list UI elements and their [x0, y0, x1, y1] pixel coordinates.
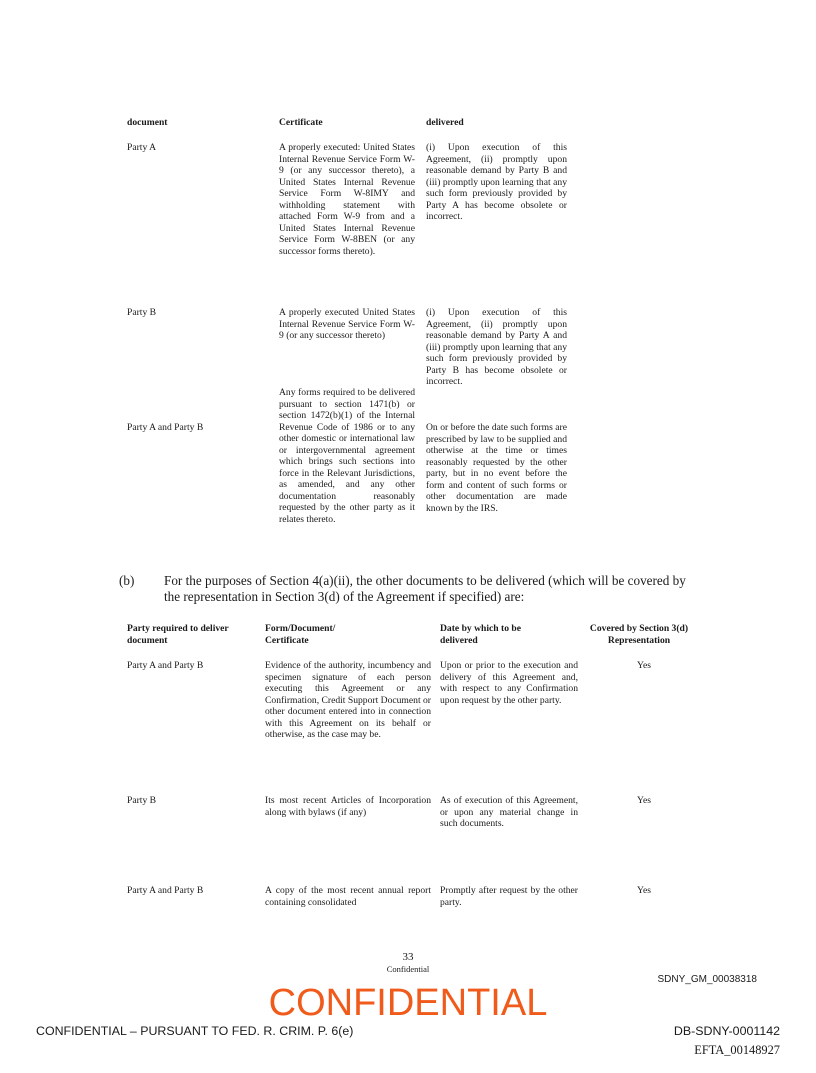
confidential-small-label: Confidential [386, 964, 430, 974]
table-a-row-party-a-date: (i) Upon execution of this Agreement, (ii) promptly upon reasonable demand by Party B and (iii) promptly upon learning that any such form previously provided by Party A has become obsolete or incorrect. [426, 142, 567, 222]
table-b-header-date: Date by which to be delivered [440, 623, 522, 646]
section-b-text: For the purposes of Section 4(a)(ii), the other documents to be delivered (which will be covered by the representation in Section 3(d) of the Agreement if specified) are: [164, 573, 686, 604]
table-b-row-authority-party: Party A and Party B [127, 660, 204, 671]
table-b-header-party: Party required to deliver document [127, 623, 229, 646]
table-b-header-form: Form/Document/ Certificate [265, 623, 336, 646]
page-number: 33 [402, 951, 414, 963]
table-a-row-both-date: On or before the date such forms are prescribed by law to be supplied and otherwise at the time or times reasonably requested by the other party, but in no event before the form and content of such forms or other documentation are made known by the IRS. [426, 422, 567, 514]
table-a-header-certificate: Certificate [279, 117, 323, 128]
table-b-row-annual-covered: Yes [637, 885, 651, 896]
confidential-stamp: CONFIDENTIAL [268, 982, 548, 1024]
table-a-header-delivered: delivered [426, 117, 464, 128]
table-b-row-articles-form: Its most recent Articles of Incorporation along with bylaws (if any) [265, 795, 431, 818]
table-a-header-document: document [127, 117, 168, 128]
table-a-row-party-a-form: A properly executed: United States Internal Revenue Service Form W-9 (or any successor thereto), a United States Internal Revenue Service Form W-8IMY and withholding statement with attached Form W-9 from and a United States Internal Revenue Service Form W-8BEN (or any successor forms thereto). [279, 142, 415, 257]
table-b-header-covered: Covered by Section 3(d) Representation [589, 623, 689, 646]
table-a-row-both-form: Any forms required to be delivered pursuant to section 1471(b) or section 1472(b)(1) of the Internal Revenue Code of 1986 or to any other domestic or international law or intergovernmental agreement which brings such sections into force in the Relevant Jurisdictions, as amended, and any other documentation reasonably requested by the other party as it relates thereto. [279, 387, 415, 525]
table-a-row-party-b-date: (i) Upon execution of this Agreement, (ii) promptly upon reasonable demand by Party A and (iii) promptly upon learning that any such form previously provided by Party B has become obsolete or incorrect. [426, 307, 567, 387]
confidential-legend: CONFIDENTIAL – PURSUANT TO FED. R. CRIM. P. 6(e) [36, 1024, 354, 1038]
table-b-row-annual-party: Party A and Party B [127, 885, 204, 896]
bates-efta: EFTA_00148927 [694, 1043, 780, 1057]
table-a-row-party-b-party: Party B [127, 307, 157, 318]
bates-sdny-gm: SDNY_GM_00038318 [657, 974, 757, 985]
table-a-row-party-b-form: A properly executed United States Internal Revenue Service Form W-9 (or any successor thereto) [279, 307, 415, 341]
table-b-row-authority-date: Upon or prior to the execution and delivery of this Agreement and, with respect to any Confirmation upon request by the other party. [440, 660, 578, 706]
table-b-row-annual-form: A copy of the most recent annual report containing consolidated [265, 885, 431, 908]
table-b-row-annual-date: Promptly after request by the other party. [440, 885, 578, 908]
table-b-row-articles-covered: Yes [637, 795, 651, 806]
table-b-row-articles-date: As of execution of this Agreement, or upon any material change in such documents. [440, 795, 578, 829]
table-b-row-authority-covered: Yes [637, 660, 651, 671]
section-b-label: (b) [119, 573, 135, 588]
table-a-row-both-party: Party A and Party B [127, 422, 204, 433]
table-b-row-authority-form: Evidence of the authority, incumbency and specimen signature of each person executing this Agreement or any Confirmation, Credit Support Document or other document entered into in connection with this Agreement on its behalf or otherwise, as the case may be. [265, 660, 432, 740]
table-a-row-party-a-party: Party A [127, 142, 157, 153]
bates-db-sdny: DB-SDNY-0001142 [673, 1024, 780, 1038]
table-b-row-articles-party: Party B [127, 795, 157, 806]
